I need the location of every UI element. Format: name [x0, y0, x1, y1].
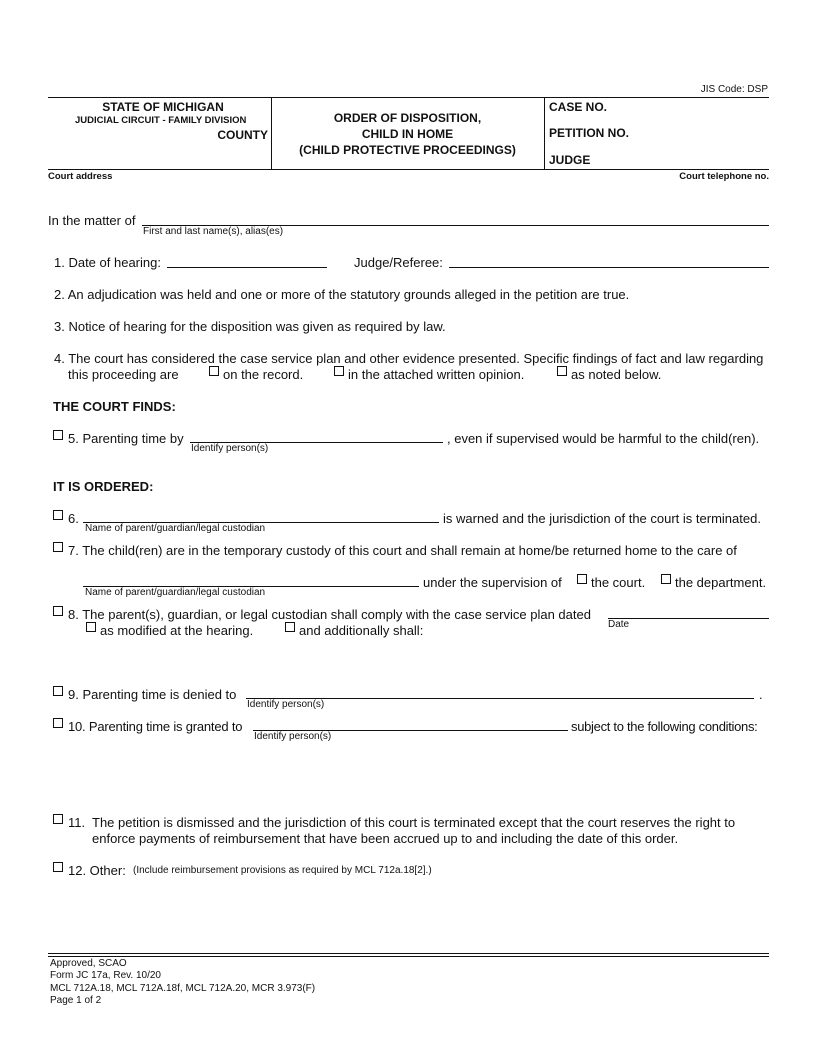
jis-code: JIS Code: DSP: [700, 84, 768, 95]
item-12-label: 12. Other:: [68, 863, 126, 878]
form-title-line3: (CHILD PROTECTIVE PROCEEDINGS): [299, 143, 516, 157]
item-6-caption: Name of parent/guardian/legal custodian: [85, 523, 266, 534]
item-5-tail: , even if supervised would be harmful to the child(ren).: [447, 431, 760, 446]
court-address-label: Court address: [48, 171, 113, 182]
court-finds-heading: THE COURT FINDS:: [53, 399, 176, 414]
item-8-line1: 8. The parent(s), guardian, or legal custodian shall comply with the case service plan dated: [68, 607, 591, 622]
item-7-checkbox[interactable]: [53, 542, 63, 552]
footer-form: Form JC 17a, Rev. 10/20: [50, 970, 161, 981]
item-8-date-field[interactable]: [608, 618, 769, 619]
item-5-caption: Identify person(s): [191, 443, 269, 454]
item-4-line1: 4. The court has considered the case service plan and other evidence presented. Specific findings of fact and law regarding: [54, 351, 764, 366]
header-bottom-border: [48, 169, 769, 170]
supervision-department-label: the department.: [675, 575, 767, 590]
item-10-checkbox[interactable]: [53, 718, 63, 728]
header-divider-right: [544, 97, 545, 169]
modified-at-hearing-label: as modified at the hearing.: [100, 623, 254, 638]
footer-rule-1: [48, 953, 769, 954]
case-no-label: CASE NO.: [549, 100, 608, 114]
judge-referee-field[interactable]: [449, 267, 769, 268]
item-2-text: 2. An adjudication was held and one or more of the statutory grounds alleged in the petition are true.: [54, 287, 630, 302]
item-8-caption: Date: [608, 619, 630, 630]
item-7-supervision-label: under the supervision of: [423, 575, 562, 590]
written-opinion-checkbox[interactable]: [334, 366, 344, 376]
item-11-number: 11.: [68, 815, 86, 830]
item-11-line1: The petition is dismissed and the jurisdiction of this court is terminated except that the court reserves the right to: [92, 815, 736, 830]
county-label: COUNTY: [217, 128, 268, 142]
supervision-department-checkbox[interactable]: [661, 574, 671, 584]
item-8-checkbox[interactable]: [53, 606, 63, 616]
modified-at-hearing-checkbox[interactable]: [86, 622, 96, 632]
footer-rule-2: [48, 956, 769, 957]
item-6-checkbox[interactable]: [53, 510, 63, 520]
supervision-court-checkbox[interactable]: [577, 574, 587, 584]
petition-no-label: PETITION NO.: [549, 126, 630, 140]
form-title-line1: ORDER OF DISPOSITION,: [333, 111, 482, 125]
hearing-date-label: 1. Date of hearing:: [54, 255, 161, 270]
noted-below-label: as noted below.: [571, 367, 662, 382]
item-9-caption: Identify person(s): [247, 699, 325, 710]
on-record-checkbox[interactable]: [209, 366, 219, 376]
item-6-label: 6.: [68, 511, 79, 526]
matter-caption: First and last name(s), alias(es): [143, 226, 284, 237]
noted-below-checkbox[interactable]: [557, 366, 567, 376]
matter-label: In the matter of: [48, 213, 136, 228]
item-10-tail: subject to the following conditions:: [571, 719, 758, 734]
item-4-line2: this proceeding are: [68, 367, 179, 382]
additionally-shall-checkbox[interactable]: [285, 622, 295, 632]
circuit-label: JUDICIAL CIRCUIT - FAMILY DIVISION: [75, 115, 247, 126]
item-9-checkbox[interactable]: [53, 686, 63, 696]
item-3-text: 3. Notice of hearing for the disposition was given as required by law.: [54, 319, 446, 334]
item-7-caption: Name of parent/guardian/legal custodian: [85, 587, 266, 598]
item-7-line1: 7. The child(ren) are in the temporary custody of this court and shall remain at home/be returned home to the care of: [68, 543, 737, 558]
item-10-caption: Identify person(s): [254, 731, 332, 742]
it-is-ordered-heading: IT IS ORDERED:: [53, 479, 154, 494]
item-12-checkbox[interactable]: [53, 862, 63, 872]
item-5-checkbox[interactable]: [53, 430, 63, 440]
hearing-date-field[interactable]: [167, 267, 327, 268]
header-top-border: [48, 97, 769, 98]
additionally-shall-label: and additionally shall:: [299, 623, 424, 638]
item-9-label: 9. Parenting time is denied to: [68, 687, 237, 702]
item-5-label: 5. Parenting time by: [68, 431, 184, 446]
state-title: STATE OF MICHIGAN: [102, 100, 224, 114]
form-title-line2: CHILD IN HOME: [361, 127, 454, 141]
written-opinion-label: in the attached written opinion.: [348, 367, 525, 382]
on-record-label: on the record.: [223, 367, 304, 382]
footer-page: Page 1 of 2: [50, 995, 102, 1006]
item-11-checkbox[interactable]: [53, 814, 63, 824]
item-9-period: .: [759, 687, 763, 702]
judge-label: JUDGE: [549, 153, 591, 167]
footer-approved: Approved, SCAO: [50, 958, 127, 969]
footer-mcl: MCL 712A.18, MCL 712A.18f, MCL 712A.20, MCR 3.973(F): [50, 983, 316, 994]
judge-referee-label: Judge/Referee:: [354, 255, 443, 270]
item-6-tail: is warned and the jurisdiction of the court is terminated.: [443, 511, 761, 526]
court-telephone-label: Court telephone no.: [679, 171, 769, 182]
item-11-line2: enforce payments of reimbursement that have been accrued up to and including the date of this order.: [92, 831, 679, 846]
item-10-label: 10. Parenting time is granted to: [68, 719, 243, 734]
item-12-note: (Include reimbursement provisions as required by MCL 712a.18[2].): [133, 865, 432, 876]
supervision-court-label: the court.: [591, 575, 646, 590]
